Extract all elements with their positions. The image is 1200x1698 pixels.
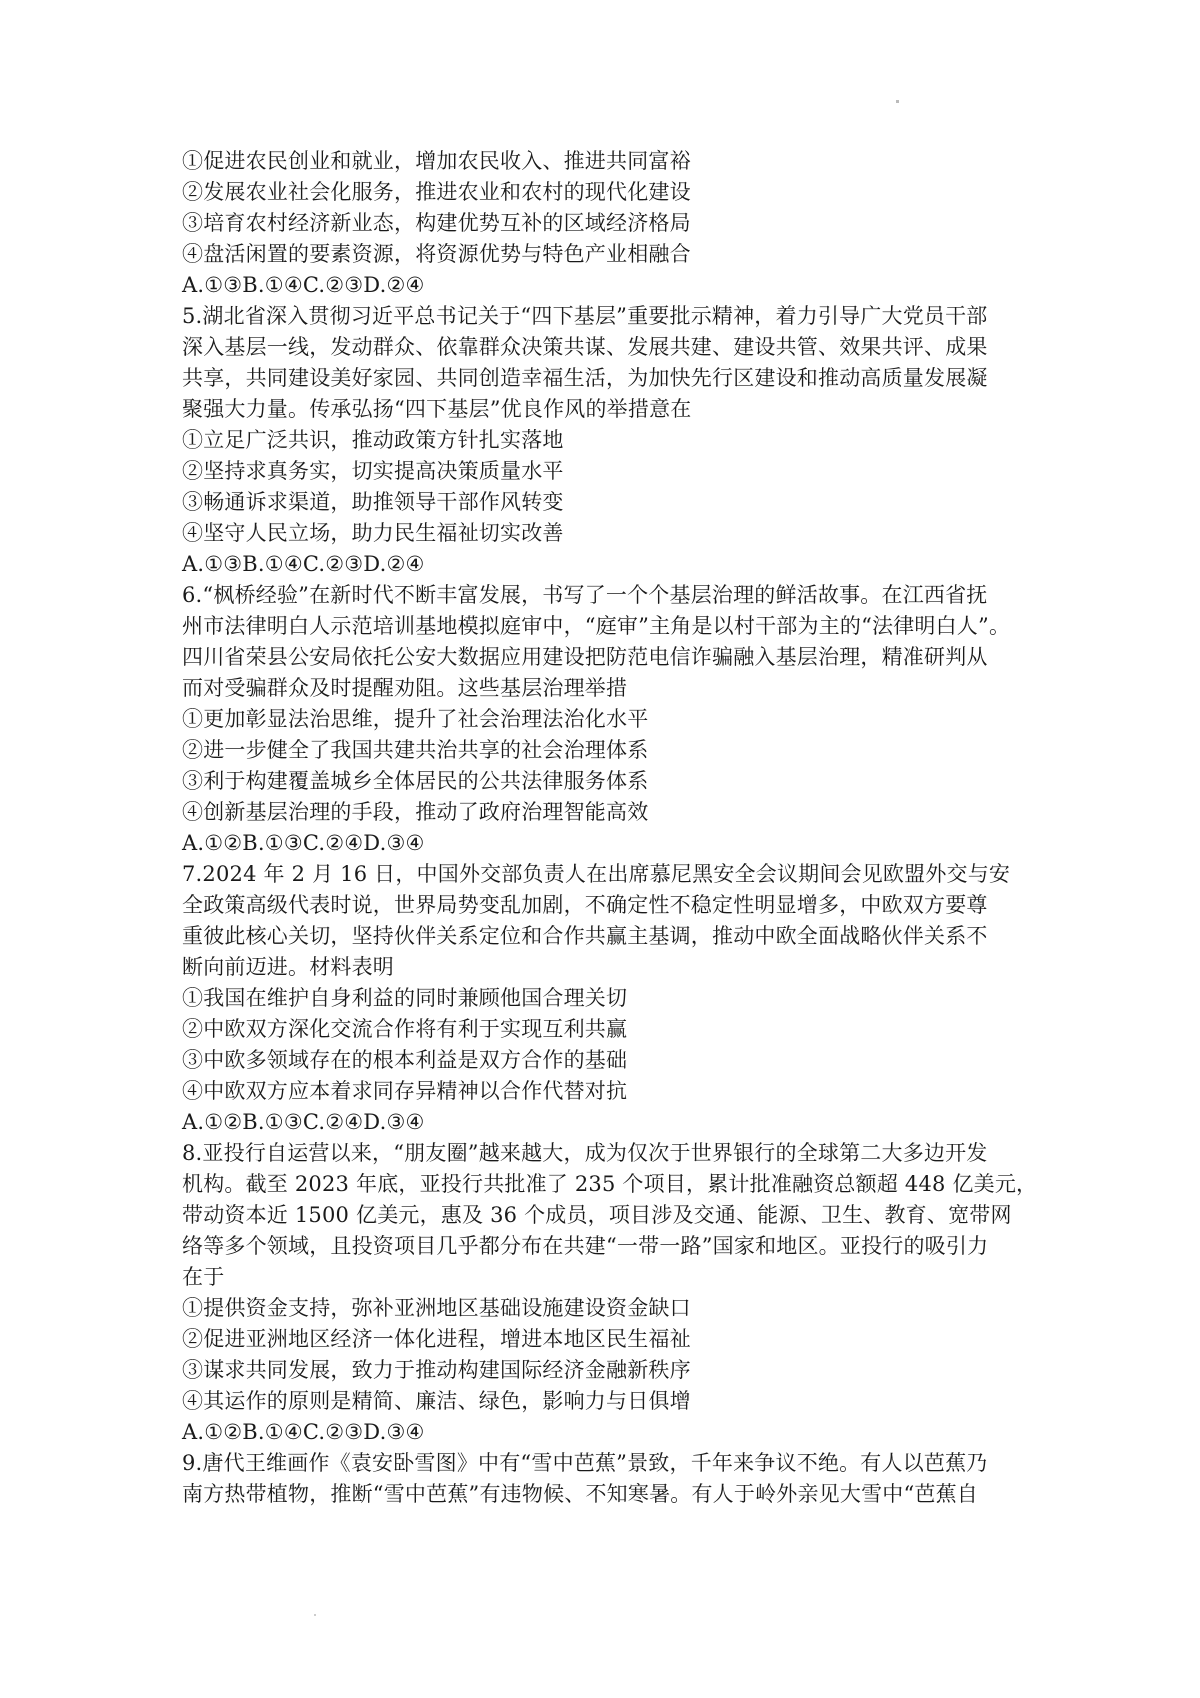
text-line: 9.唐代王维画作《袁安卧雪图》中有“雪中芭蕉”景致，千年来争议不绝。有人以芭蕉乃	[182, 1451, 988, 1475]
text-line: A.①③B.①④C.②③D.②④	[182, 273, 425, 297]
text-line: 四川省荣县公安局依托公安大数据应用建设把防范电信诈骗融入基层治理，精准研判从	[182, 645, 988, 669]
text-line: 6.“枫桥经验”在新时代不断丰富发展，书写了一个个基层治理的鲜活故事。在江西省抚	[182, 583, 988, 607]
document-page	[182, 146, 1082, 1510]
text-line: ④坚守人民立场，助力民生福祉切实改善	[182, 521, 564, 545]
text-line: ④其运作的原则是精简、廉洁、绿色，影响力与日俱增	[182, 1389, 691, 1413]
text-line: 深入基层一线，发动群众、依靠群众决策共谋、发展共建、建设共管、效果共评、成果	[182, 335, 988, 359]
text-line: 重彼此核心关切，坚持伙伴关系定位和合作共赢主基调，推动中欧全面战略伙伴关系不	[182, 924, 988, 948]
text-line: 机构。截至 2023 年底，亚投行共批准了 235 个项目，累计批准融资总额超 448 亿美元，	[182, 1172, 1038, 1196]
text-line: ②进一步健全了我国共建共治共享的社会治理体系	[182, 738, 649, 762]
scan-speck	[314, 1614, 316, 1616]
text-line: 而对受骗群众及时提醒劝阻。这些基层治理举措	[182, 676, 628, 700]
text-line: ①我国在维护自身利益的同时兼顾他国合理关切	[182, 986, 628, 1010]
text-line: ②促进亚洲地区经济一体化进程，增进本地区民生福祉	[182, 1327, 691, 1351]
text-line: ③培育农村经济新业态，构建优势互补的区域经济格局	[182, 211, 691, 235]
text-line: 8.亚投行自运营以来，“朋友圈”越来越大，成为仅次于世界银行的全球第二大多边开发	[182, 1141, 988, 1165]
text-line: A.①②B.①③C.②④D.③④	[182, 1110, 425, 1134]
text-line: A.①③B.①④C.②③D.②④	[182, 552, 425, 576]
text-line: 断向前迈进。材料表明	[182, 955, 394, 979]
text-line: ④创新基层治理的手段，推动了政府治理智能高效	[182, 800, 649, 824]
text-line: A.①②B.①④C.②③D.③④	[182, 1420, 425, 1444]
text-line: A.①②B.①③C.②④D.③④	[182, 831, 425, 855]
text-line: 7.2024 年 2 月 16 日，中国外交部负责人在出席慕尼黑安全会议期间会见欧盟外交与安	[182, 862, 1011, 886]
text-line: 州市法律明白人示范培训基地模拟庭审中，“庭审”主角是以村干部为主的“法律明白人”。	[182, 614, 1011, 638]
text-line: 全政策高级代表时说，世界局势变乱加剧，不确定性不稳定性明显增多，中欧双方要尊	[182, 893, 988, 917]
text-line: 南方热带植物，推断“雪中芭蕉”有违物候、不知寒暑。有人于岭外亲见大雪中“芭蕉自	[182, 1482, 979, 1506]
text-line: ②发展农业社会化服务，推进农业和农村的现代化建设	[182, 180, 691, 204]
text-line: ③利于构建覆盖城乡全体居民的公共法律服务体系	[182, 769, 649, 793]
text-line: 带动资本近 1500 亿美元，惠及 36 个成员，项目涉及交通、能源、卫生、教育、宽带网	[182, 1203, 1012, 1227]
text-line: ②坚持求真务实，切实提高决策质量水平	[182, 459, 564, 483]
text-line: 共享，共同建设美好家园、共同创造幸福生活，为加快先行区建设和推动高质量发展凝	[182, 366, 988, 390]
text-line: ④中欧双方应本着求同存异精神以合作代替对抗	[182, 1079, 628, 1103]
text-line: ②中欧双方深化交流合作将有利于实现互利共赢	[182, 1017, 628, 1041]
scan-speck	[896, 100, 899, 103]
text-line: 络等多个领域，且投资项目几乎都分布在共建“一带一路”国家和地区。亚投行的吸引力	[182, 1234, 989, 1258]
text-line: ①立足广泛共识，推动政策方针扎实落地	[182, 428, 564, 452]
text-line: ③畅通诉求渠道，助推领导干部作风转变	[182, 490, 564, 514]
text-line: ①促进农民创业和就业，增加农民收入、推进共同富裕	[182, 149, 691, 173]
text-line: ①提供资金支持，弥补亚洲地区基础设施建设资金缺口	[182, 1296, 691, 1320]
text-line: 聚强大力量。传承弘扬“四下基层”优良作风的举措意在	[182, 397, 692, 421]
text-line: ③中欧多领域存在的根本利益是双方合作的基础	[182, 1048, 628, 1072]
text-line: 5.湖北省深入贯彻习近平总书记关于“四下基层”重要批示精神，着力引导广大党员干部	[182, 304, 988, 328]
text-line: ④盘活闲置的要素资源，将资源优势与特色产业相融合	[182, 242, 691, 266]
text-line: ①更加彰显法治思维，提升了社会治理法治化水平	[182, 707, 649, 731]
text-line: 在于	[182, 1265, 225, 1289]
text-line: ③谋求共同发展，致力于推动构建国际经济金融新秩序	[182, 1358, 691, 1382]
